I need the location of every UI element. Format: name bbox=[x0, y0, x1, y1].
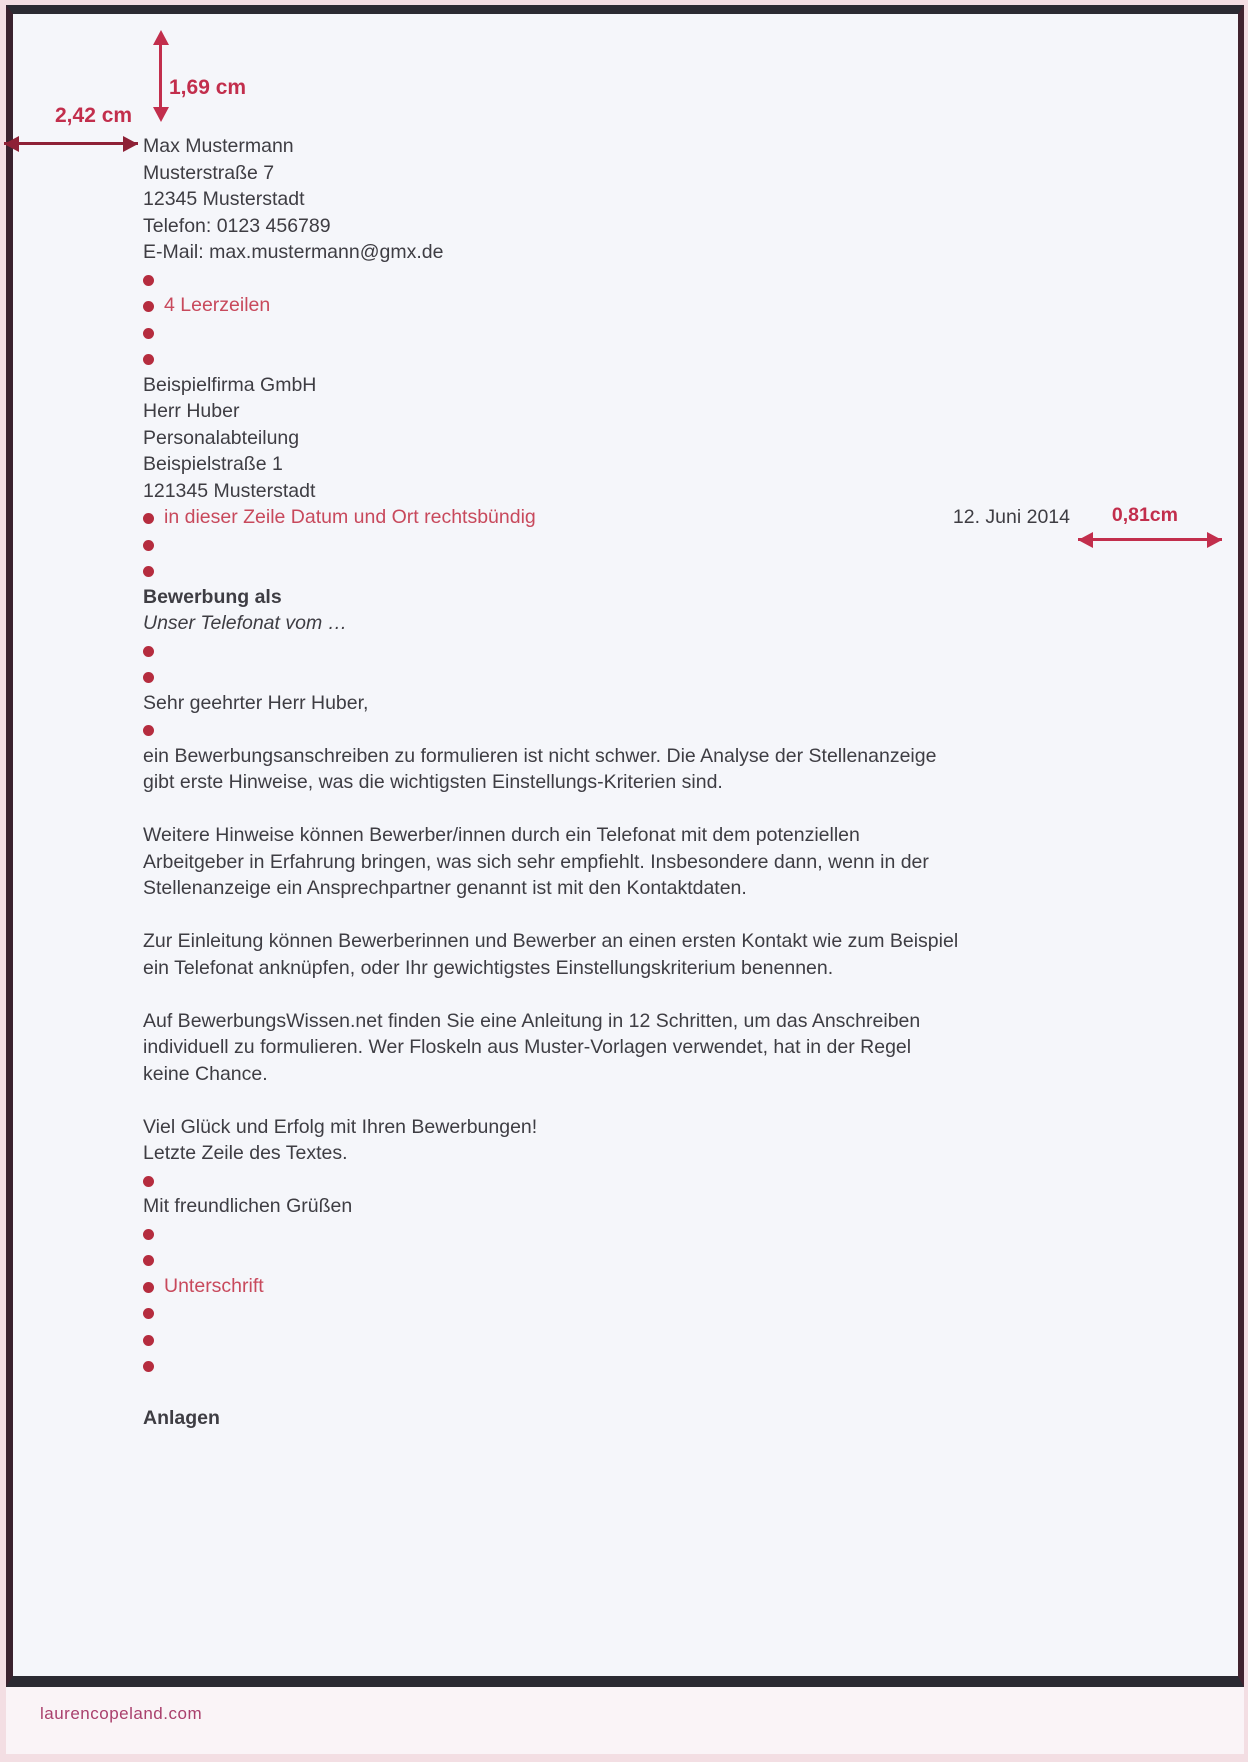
bullet-icon bbox=[143, 328, 154, 339]
sender-street-text: Musterstraße 7 bbox=[143, 161, 275, 184]
bullet-icon bbox=[143, 725, 154, 736]
footer-site-link[interactable]: laurencopeland.com bbox=[40, 1704, 203, 1723]
blank-line bbox=[143, 902, 1238, 929]
top-margin-label: 1,69 cm bbox=[169, 76, 247, 99]
top-margin-arrow-icon bbox=[159, 44, 162, 108]
bullet-icon bbox=[143, 1255, 154, 1266]
bullet-icon bbox=[143, 275, 154, 286]
sender-email bbox=[143, 239, 1238, 266]
sender-email-text: E-Mail: max.mustermann@gmx.de bbox=[143, 241, 444, 263]
body-line-text: gibt erste Hinweise, was die wichtigsten Einstellungs-Kriterien sind. bbox=[143, 771, 723, 793]
blank-lines-note bbox=[143, 292, 1238, 319]
body-line-text: Zur Einleitung können Bewerberinnen und Bewerber an einen ersten Kontakt wie zum Beispiel bbox=[143, 930, 959, 952]
blank-line bbox=[143, 981, 1238, 1008]
body-line bbox=[143, 769, 1238, 796]
body-line bbox=[143, 928, 1238, 955]
recipient-name-text: Herr Huber bbox=[143, 400, 240, 422]
salutation bbox=[143, 690, 1238, 717]
recipient-street bbox=[143, 451, 1238, 478]
bullet-icon bbox=[143, 540, 154, 551]
closing-text: Mit freundlichen Grüßen bbox=[143, 1195, 353, 1217]
body-line-text: Stellenanzeige ein Ansprechpartner genannt ist mit den Kontaktdaten. bbox=[143, 877, 747, 899]
blank-lines-note-text: 4 Leerzeilen bbox=[164, 294, 271, 316]
body-line bbox=[143, 1008, 1238, 1035]
body-line bbox=[143, 1140, 1238, 1167]
bullet-icon bbox=[143, 566, 154, 577]
blank-line-marker bbox=[143, 557, 1238, 584]
left-margin-label: 2,42 cm bbox=[55, 104, 133, 127]
recipient-department bbox=[143, 425, 1238, 452]
blank-line-marker bbox=[143, 1326, 1238, 1353]
sender-name-text: Max Mustermann bbox=[143, 135, 294, 157]
subject-line-text: Bewerbung als bbox=[143, 585, 282, 608]
bullet-icon bbox=[143, 646, 154, 657]
sender-city bbox=[143, 186, 1238, 213]
bullet-icon bbox=[143, 1335, 154, 1346]
bullet-icon bbox=[143, 354, 154, 365]
sender-name bbox=[143, 133, 1238, 160]
blank-line-marker bbox=[143, 1299, 1238, 1326]
body-line bbox=[143, 955, 1238, 982]
body-line-text: Letzte Zeile des Textes. bbox=[143, 1142, 348, 1164]
body-line-text: Weitere Hinweise können Bewerber/innen durch ein Telefonat mit dem potenziellen bbox=[143, 824, 860, 846]
blank-line-marker bbox=[143, 266, 1238, 293]
subject-reference-text: Unser Telefonat vom … bbox=[143, 612, 348, 634]
letter-body bbox=[143, 133, 1238, 1432]
closing bbox=[143, 1193, 1238, 1220]
bullet-icon bbox=[143, 513, 154, 524]
body-line-text: Auf BewerbungsWissen.net finden Sie eine Anleitung in 12 Schritten, um das Anschreiben bbox=[143, 1009, 921, 1032]
bullet-icon bbox=[143, 1176, 154, 1187]
bullet-icon bbox=[143, 1282, 154, 1293]
blank-line-marker bbox=[143, 663, 1238, 690]
blank-line-marker bbox=[143, 345, 1238, 372]
date-line-text: in dieser Zeile Datum und Ort rechtsbündig bbox=[164, 506, 536, 528]
body-line-text: individuell zu formulieren. Wer Floskeln aus Muster-Vorlagen verwendet, hat in der Regel bbox=[143, 1036, 912, 1058]
body-line bbox=[143, 1034, 1238, 1061]
salutation-text: Sehr geehrter Herr Huber, bbox=[143, 691, 369, 714]
recipient-company bbox=[143, 372, 1238, 399]
blank-line-marker bbox=[143, 531, 1238, 558]
enclosures bbox=[143, 1405, 1238, 1432]
blank-line-marker bbox=[143, 637, 1238, 664]
blank-line-marker bbox=[143, 319, 1238, 346]
blank-line bbox=[143, 1087, 1238, 1114]
blank-line-marker bbox=[143, 1167, 1238, 1194]
body-line bbox=[143, 1061, 1238, 1088]
blank-line-marker bbox=[143, 716, 1238, 743]
body-line-text: keine Chance. bbox=[143, 1062, 268, 1085]
letter-date: 12. Juni 2014 bbox=[952, 506, 1070, 528]
left-margin-arrow-icon bbox=[4, 142, 138, 145]
body-line-text: Viel Glück und Erfolg mit Ihren Bewerbungen! bbox=[143, 1115, 538, 1138]
signature-note bbox=[143, 1273, 1238, 1300]
body-line bbox=[143, 743, 1238, 770]
date-line bbox=[143, 504, 1238, 531]
right-margin-label: 0,81cm bbox=[1111, 504, 1178, 526]
footer bbox=[6, 1687, 1244, 1754]
letter-sheet bbox=[6, 5, 1244, 1687]
body-line-text: ein Bewerbungsanschreiben zu formulieren ist nicht schwer. Die Analyse der Stellenanzeige bbox=[143, 744, 937, 767]
body-line bbox=[143, 875, 1238, 902]
recipient-city-text: 121345 Musterstadt bbox=[143, 479, 316, 502]
sender-city-text: 12345 Musterstadt bbox=[143, 188, 305, 210]
sender-street bbox=[143, 160, 1238, 187]
bullet-icon bbox=[143, 1361, 154, 1372]
body-line-text: ein Telefonat anknüpfen, oder Ihr gewichtigstes Einstellungskriterium benennen. bbox=[143, 956, 834, 979]
body-line bbox=[143, 849, 1238, 876]
blank-line-marker bbox=[143, 1220, 1238, 1247]
blank-line bbox=[143, 796, 1238, 823]
bullet-icon bbox=[143, 1308, 154, 1319]
blank-line-marker bbox=[143, 1246, 1238, 1273]
sender-phone-text: Telefon: 0123 456789 bbox=[143, 214, 331, 237]
subject-line bbox=[143, 584, 1238, 611]
body-line-text: Arbeitgeber in Erfahrung bringen, was sich sehr empfiehlt. Insbesondere dann, wenn in der bbox=[143, 850, 929, 873]
enclosures-text: Anlagen bbox=[143, 1407, 220, 1429]
body-line bbox=[143, 822, 1238, 849]
signature-note-text: Unterschrift bbox=[164, 1274, 264, 1297]
blank-line bbox=[143, 1379, 1238, 1406]
body-line bbox=[143, 1114, 1238, 1141]
bullet-icon bbox=[143, 301, 154, 312]
recipient-department-text: Personalabteilung bbox=[143, 426, 300, 449]
recipient-name bbox=[143, 398, 1238, 425]
bullet-icon bbox=[143, 1229, 154, 1240]
recipient-company-text: Beispielfirma GmbH bbox=[143, 373, 317, 396]
sender-phone bbox=[143, 213, 1238, 240]
subject-reference bbox=[143, 610, 1238, 637]
bullet-icon bbox=[143, 672, 154, 683]
blank-line-marker bbox=[143, 1352, 1238, 1379]
recipient-city bbox=[143, 478, 1238, 505]
recipient-street-text: Beispielstraße 1 bbox=[143, 453, 283, 475]
